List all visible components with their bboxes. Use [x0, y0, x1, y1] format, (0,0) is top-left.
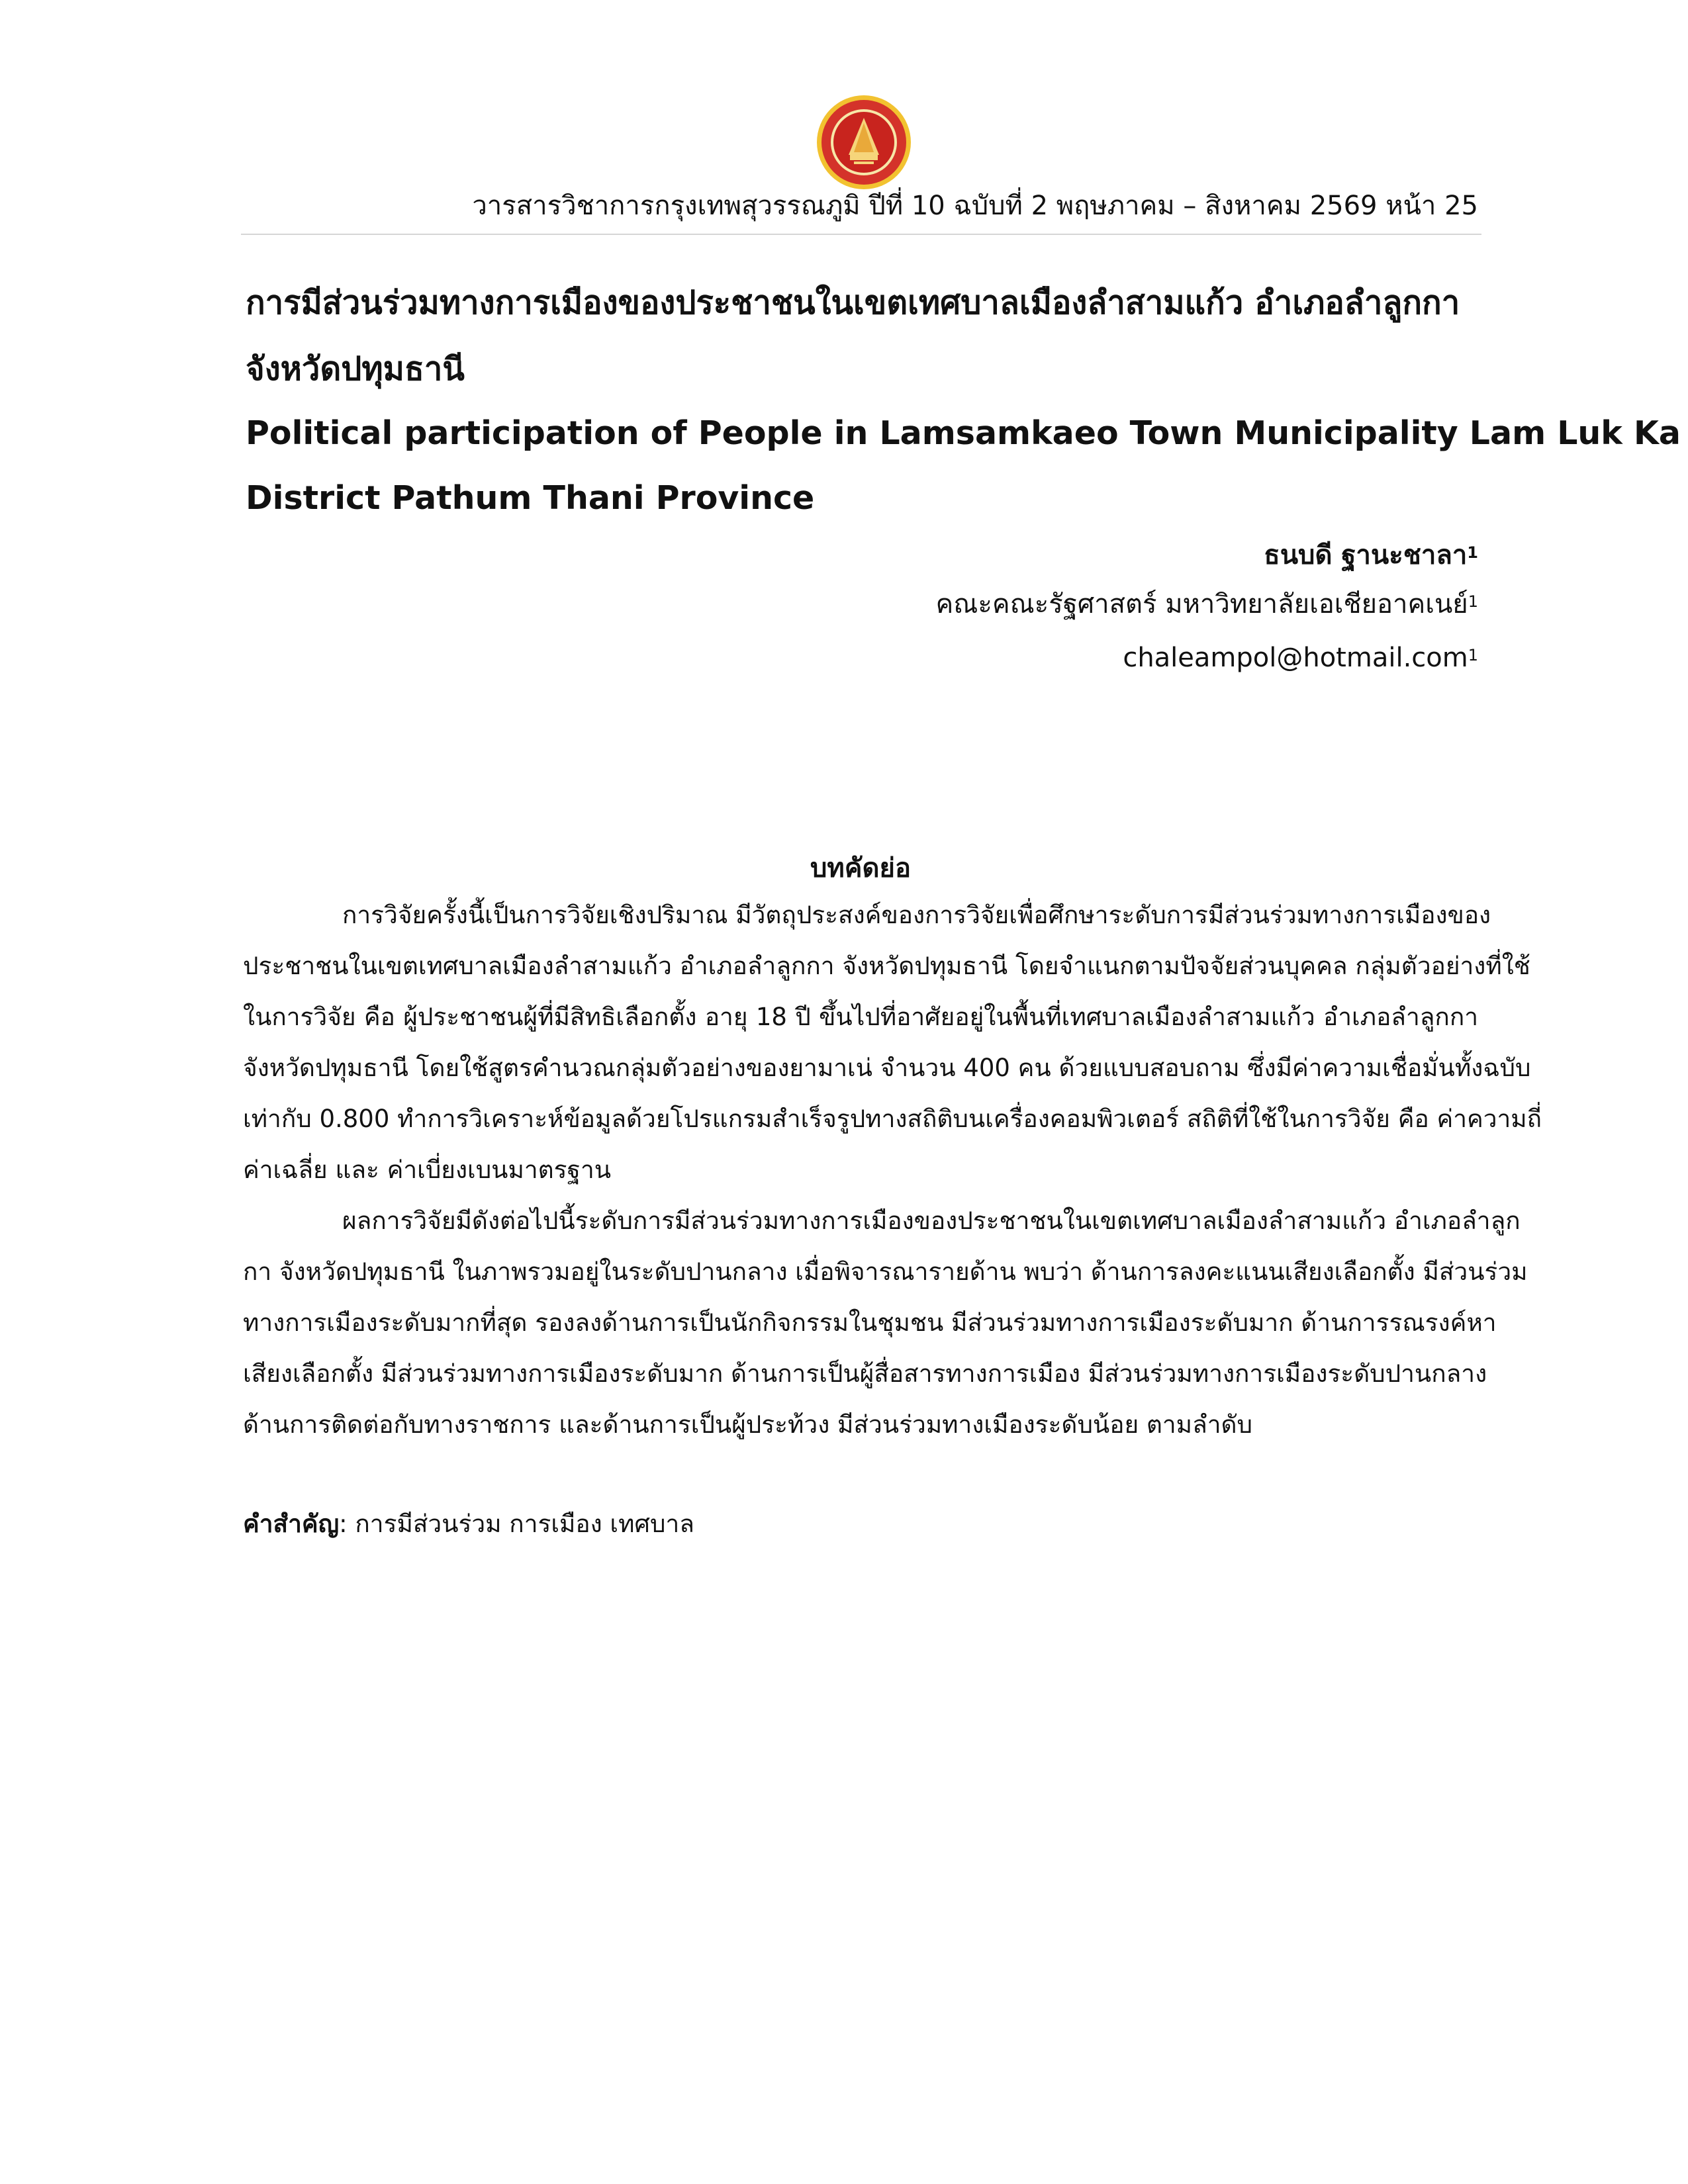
abstract-line: กา จังหวัดปทุมธานี ในภาพรวมอยู่ในระดับปานกลาง เมื่อพิจารณารายด้าน พบว่า ด้านการลงคะแนนเสียงเลือกตั้ง มีส่วนร่วม — [243, 1257, 1528, 1286]
abstract-line: ค่าเฉลี่ย และ ค่าเบี่ยงเบนมาตรฐาน — [243, 1156, 612, 1184]
author-affiliation-line — [243, 586, 1478, 623]
title-english-line-1: Political participation of People in Lamsamkaeo Town Municipality Lam Luk Ka — [246, 414, 1681, 452]
author-name-line — [243, 537, 1478, 574]
abstract-line: เสียงเลือกตั้ง มีส่วนร่วมทางการเมืองระดับมาก ด้านการเป็นผู้สื่อสารทางการเมือง มีส่วนร่วมทางการเมืองระดับปานกลาง — [243, 1359, 1487, 1388]
affiliation-ref-mark: 1 — [1468, 592, 1478, 611]
abstract-heading: บทคัดย่อ — [810, 853, 911, 884]
title-english-line-2: District Pathum Thani Province — [246, 479, 815, 517]
abstract-line: ในการวิจัย คือ ผู้ประชาชนผู้ที่มีสิทธิเลือกตั้ง อายุ 18 ปี ขึ้นไปที่อาศัยอยู่ในพื้นที่เทศบาลเมืองลำสามแก้ว อำเภอลำลูกกา — [243, 1003, 1478, 1031]
keywords-label: คำสำคัญ — [243, 1510, 340, 1538]
abstract-line: ด้านการติดต่อกับทางราชการ และด้านการเป็นผู้ประท้วง มีส่วนร่วมทางเมืองระดับน้อย ตามลำดับ — [243, 1410, 1253, 1439]
abstract-line: เท่ากับ 0.800 ทำการวิเคราะห์ข้อมูลด้วยโปรแกรมสำเร็จรูปทางสถิติบนเครื่องคอมพิวเตอร์ สถิติที่ใช้ในการวิจัย คือ ค่าความถี่ — [243, 1105, 1542, 1133]
abstract-line: ทางการเมืองระดับมากที่สุด รองลงด้านการเป็นนักกิจกรรมในชุมชน มีส่วนร่วมทางการเมืองระดับมาก ด้านการรณรงค์หา — [243, 1308, 1497, 1337]
email-ref-mark: 1 — [1468, 646, 1478, 664]
journal-logo — [816, 94, 912, 191]
title-thai-line-1: การมีส่วนร่วมทางการเมืองของประชาชนในเขตเทศบาลเมืองลำสามแก้ว อำเภอลำลูกกา — [246, 284, 1460, 322]
keywords-values: : การมีส่วนร่วม การเมือง เทศบาล — [339, 1510, 694, 1538]
abstract-line: ประชาชนในเขตเทศบาลเมืองลำสามแก้ว อำเภอลำลูกกา จังหวัดปทุมธานี โดยจำแนกตามปัจจัยส่วนบุคคล กลุ่มตัวอย่างที่ใช้ — [243, 952, 1530, 980]
running-header: วารสารวิชาการกรุงเทพสุวรรณภูมิ ปีที่ 10 ฉบับที่ 2 พฤษภาคม – สิงหาคม 2569 หน้า 25 — [472, 191, 1478, 221]
author-email-line — [243, 639, 1478, 676]
journal-seal-logo-icon — [816, 94, 912, 191]
keywords-line — [243, 1506, 694, 1543]
header-divider — [241, 234, 1481, 235]
author-ref-mark: 1 — [1467, 543, 1478, 562]
author-name: ธนบดี ฐานะชาลา — [1264, 540, 1468, 570]
author-email[interactable]: chaleampol@hotmail.com — [1123, 643, 1468, 673]
abstract-line: การวิจัยครั้งนี้เป็นการวิจัยเชิงปริมาณ มีวัตถุประสงค์ของการวิจัยเพื่อศึกษาระดับการมีส่วนร่วมทางการเมืองของ — [342, 901, 1491, 929]
abstract-line: จังหวัดปทุมธานี โดยใช้สูตรคำนวณกลุ่มตัวอย่างของยามาเน่ จำนวน 400 คน ด้วยแบบสอบถาม ซึ่งมีค่าความเชื่อมั่นทั้งฉบับ — [243, 1054, 1531, 1082]
title-thai-line-2: จังหวัดปทุมธานี — [246, 350, 465, 388]
abstract-line: ผลการวิจัยมีดังต่อไปนี้ระดับการมีส่วนร่วมทางการเมืองของประชาชนในเขตเทศบาลเมืองลำสามแก้ว อำเภอลำลูก — [342, 1206, 1521, 1235]
author-affiliation: คณะคณะรัฐศาสตร์ มหาวิทยาลัยเอเชียอาคเนย์ — [935, 589, 1468, 619]
